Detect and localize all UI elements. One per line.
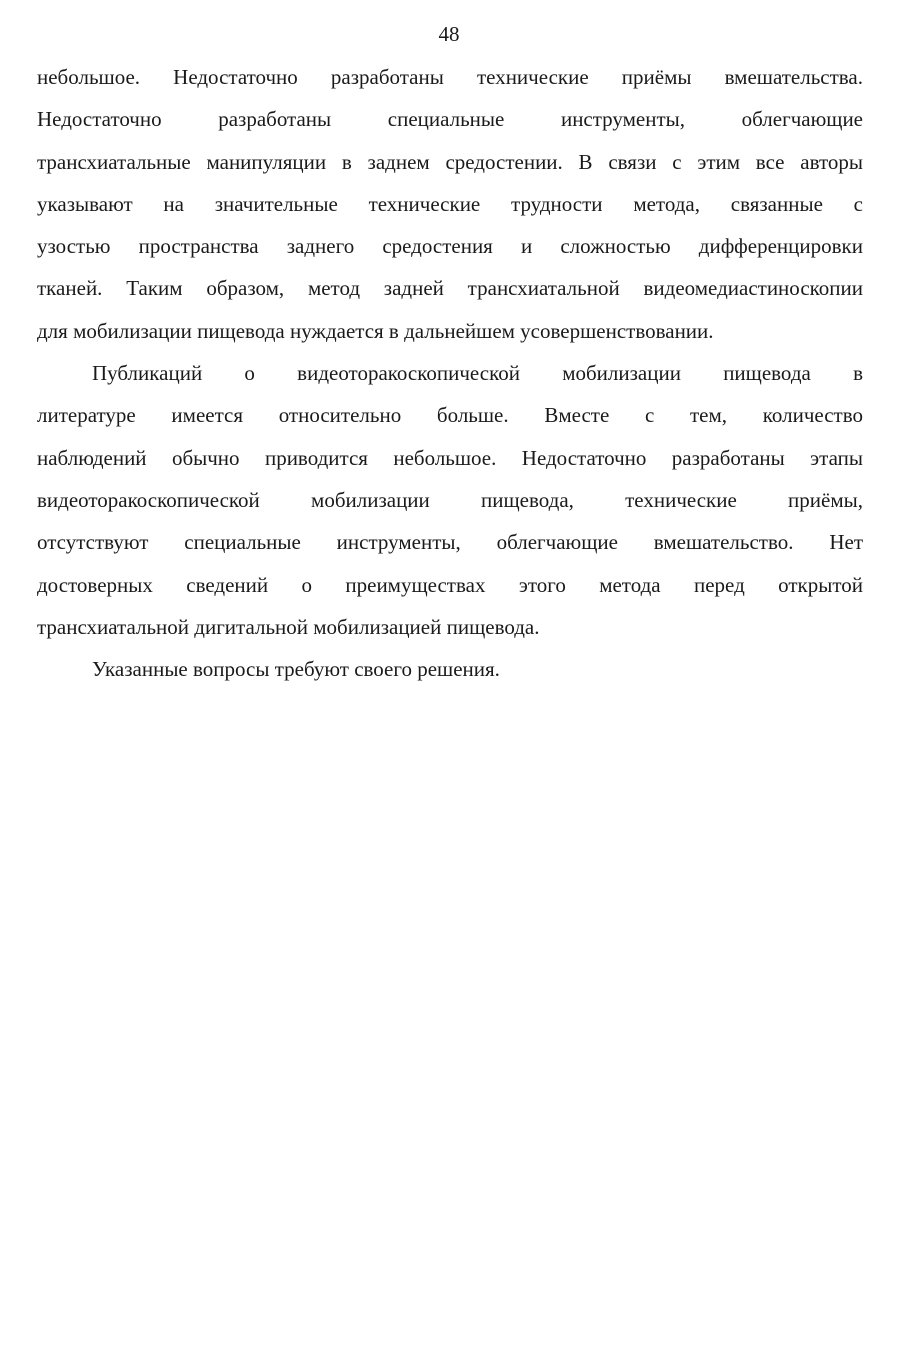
body-text: [37, 56, 863, 690]
text-line: Указанные вопросы требуют своего решения.: [92, 657, 500, 682]
page-number: 48: [438, 22, 460, 46]
text-line: отсутствуют специальные инструменты, облегчающие вмешательство. Нет: [37, 530, 863, 555]
text-line: видеоторакоскопической мобилизации пищевода, технические приёмы,: [37, 487, 863, 512]
text-line: тканей. Таким образом, метод задней трансхиатальной видеомедиастиноскопии: [37, 276, 863, 301]
text-line: достоверных сведений о преимуществах этого метода перед открытой: [37, 572, 863, 597]
text-line: указывают на значительные технические трудности метода, связанные с: [37, 191, 863, 216]
paragraph-1: [37, 56, 863, 352]
text-line: литературе имеется относительно больше. Вместе с тем, количество: [37, 403, 863, 428]
text-line: для мобилизации пищевода нуждается в дальнейшем усовершенствовании.: [37, 318, 714, 343]
text-line: Публикаций о видеоторакоскопической мобилизации пищевода в: [92, 361, 863, 386]
text-line: небольшое. Недостаточно разработаны технические приёмы вмешательства.: [37, 65, 863, 89]
paragraph-3: [37, 648, 863, 690]
text-line: наблюдений обычно приводится небольшое. Недостаточно разработаны этапы: [37, 445, 863, 470]
text-line: трансхиатальной дигитальной мобилизацией пищевода.: [37, 614, 540, 639]
text-line: Недостаточно разработаны специальные инструменты, облегчающие: [37, 107, 863, 132]
paragraph-2: [37, 352, 863, 648]
text-line: трансхиатальные манипуляции в заднем средостении. В связи с этим все авторы: [37, 149, 863, 174]
text-line: узостью пространства заднего средостения и сложностью дифференцировки: [37, 234, 863, 259]
